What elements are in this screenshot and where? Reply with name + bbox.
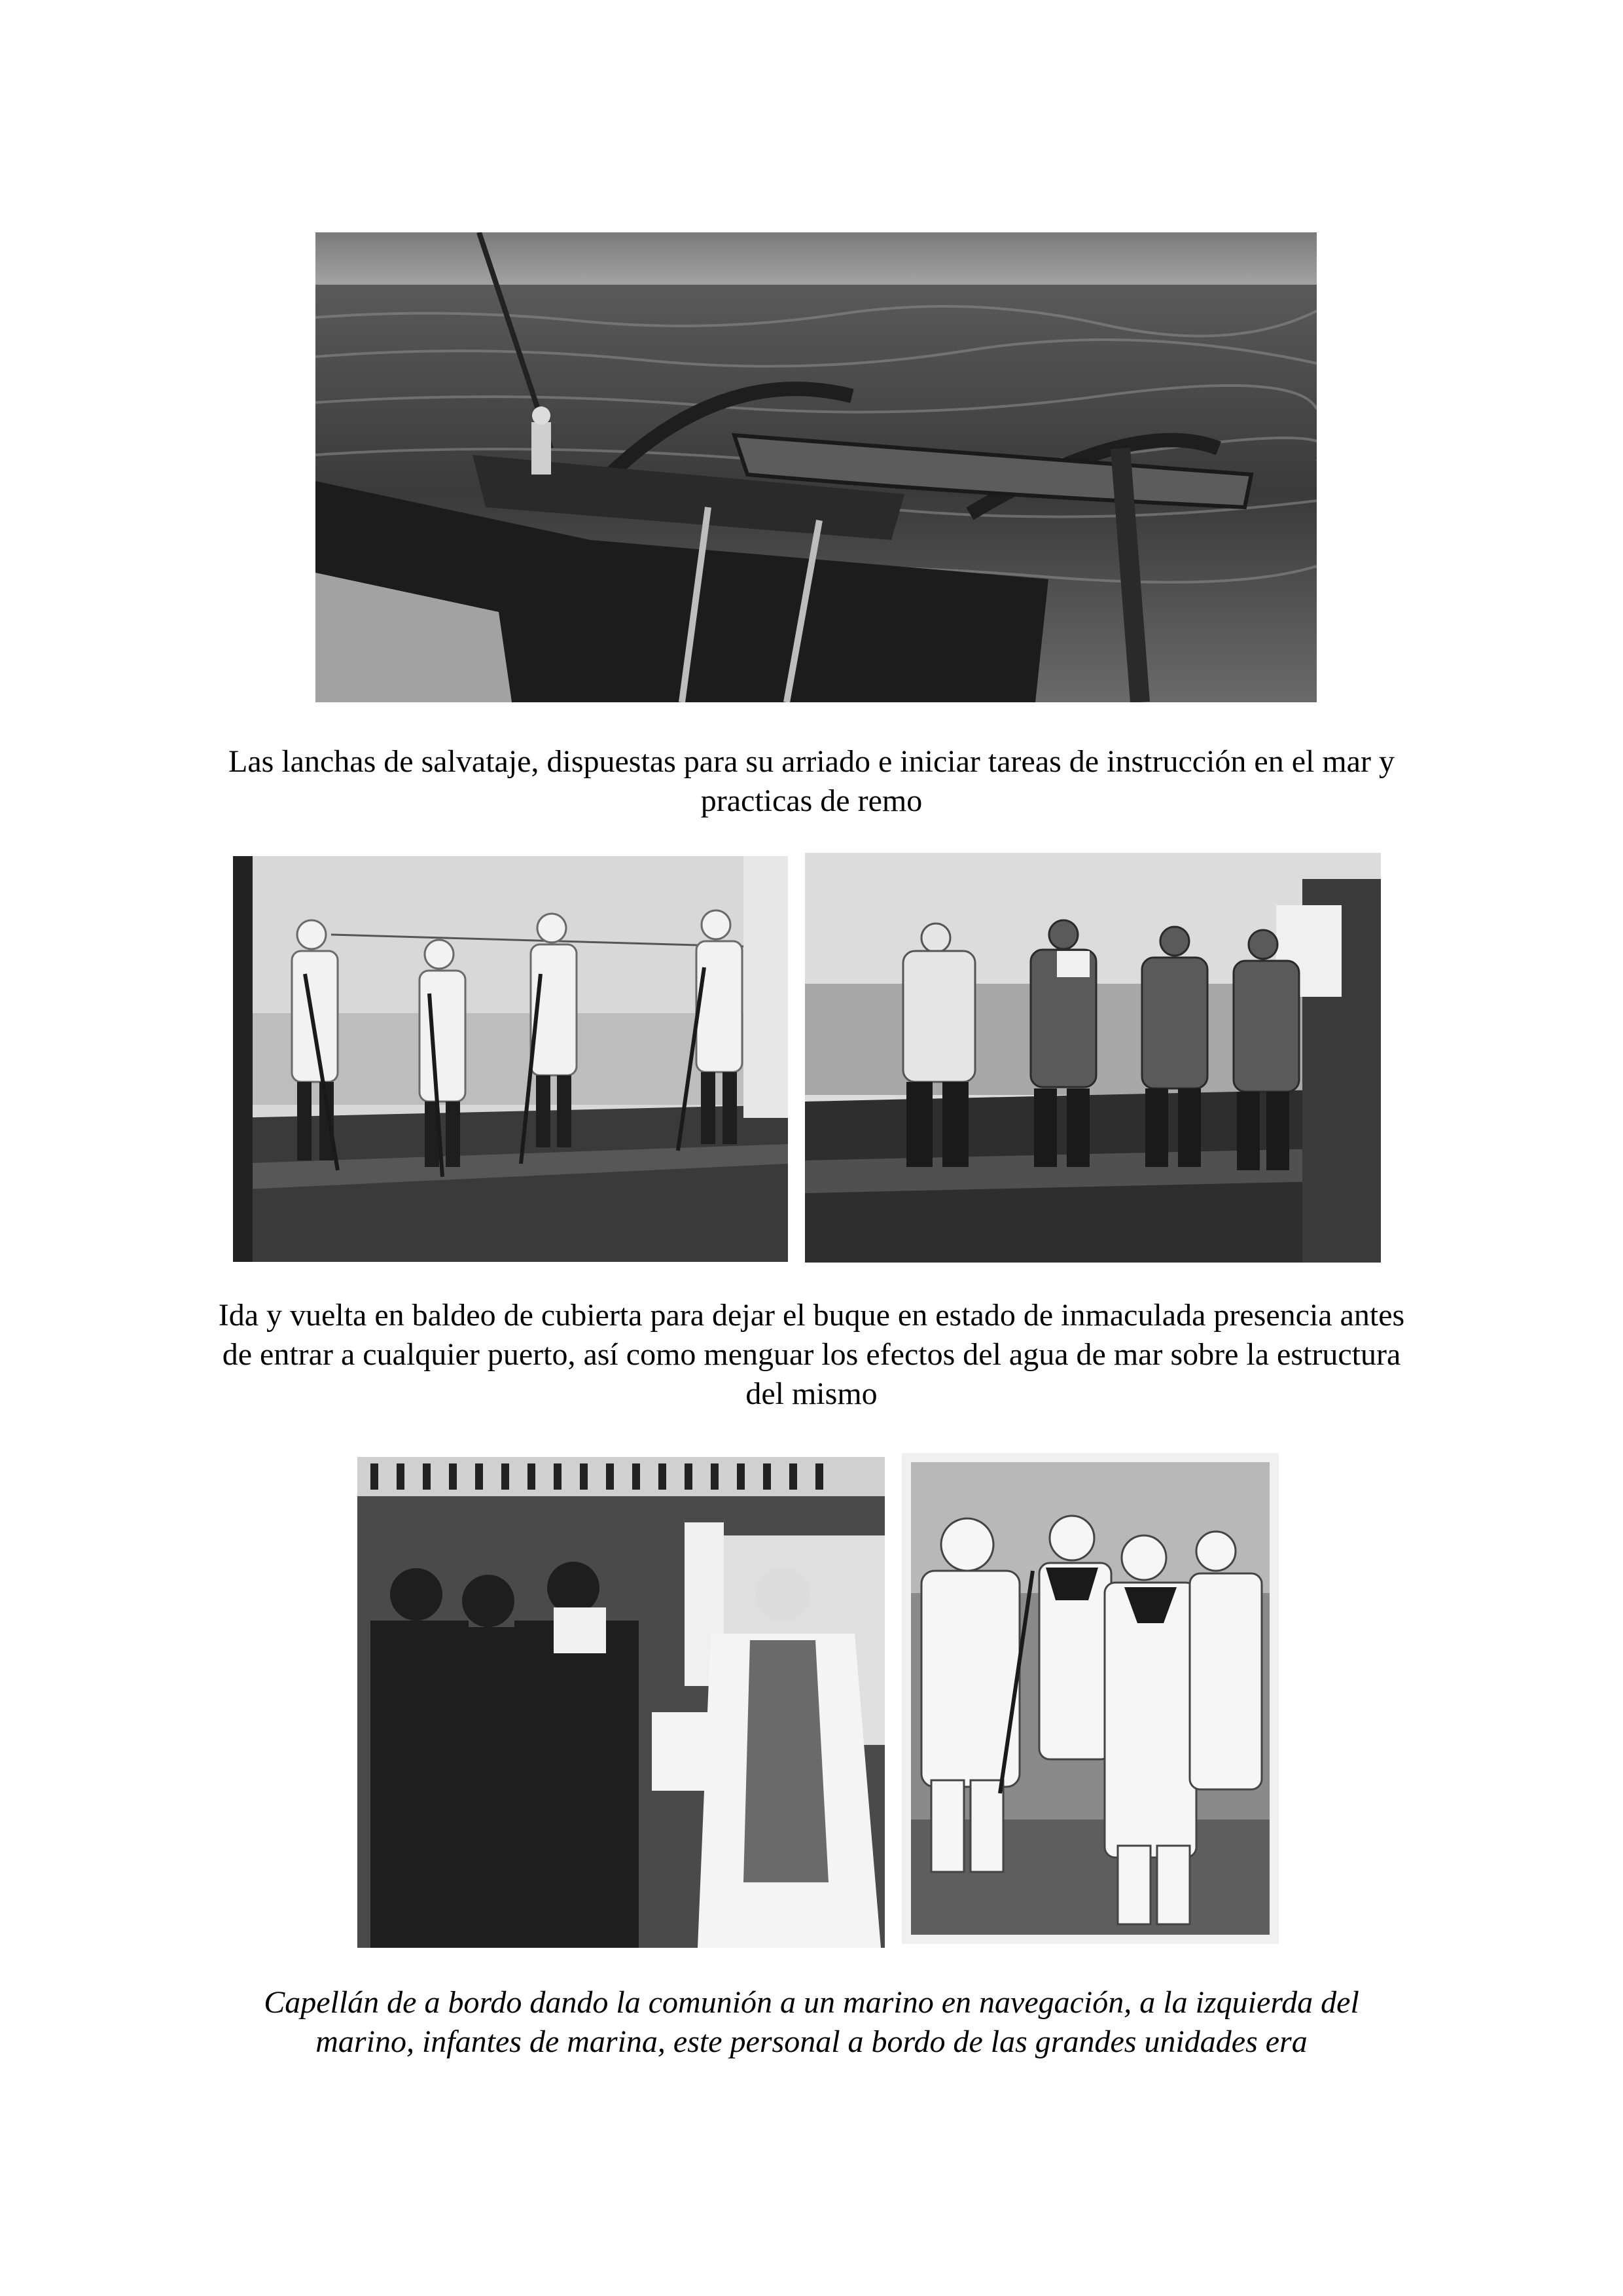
caption-chaplain: Capellán de a bordo dando la comunión a un marino en navegación, a la izquierda del marino, infantes de marina, este personal a bordo de las grandes unidades era — [264, 1985, 1359, 2059]
caption-lifeboats: Las lanchas de salvataje, dispuestas para su arriado e iniciar tareas de instrucción en el mar y practicas de remo — [228, 744, 1395, 818]
photo-deck-washing-right — [805, 853, 1381, 1263]
photo-chaplain-right — [902, 1453, 1279, 1944]
photo-deck-washing-left — [233, 856, 788, 1262]
photo-chaplain-left — [357, 1457, 885, 1948]
photo-lifeboats — [315, 232, 1317, 702]
caption-deck-washing: Ida y vuelta en baldeo de cubierta para dejar el buque en estado de inmaculada presencia antes de entrar a cualquier puerto, así como menguar los efectos del agua de mar sobre la estructura del mismo — [218, 1298, 1405, 1411]
